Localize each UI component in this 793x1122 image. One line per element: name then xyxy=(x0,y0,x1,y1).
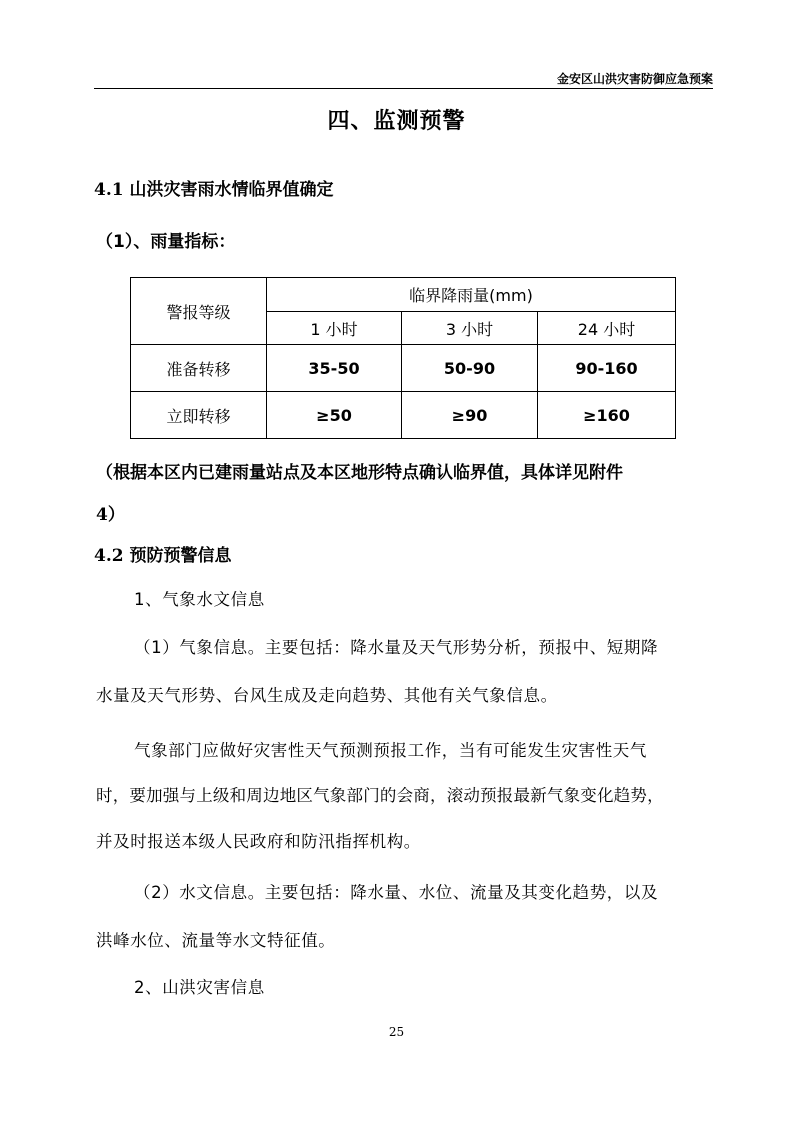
table-header-duration: 3 小时 xyxy=(402,312,538,345)
paragraph-line: （1）气象信息。主要包括：降水量及天气形势分析，预报中、短期降 xyxy=(134,638,659,657)
paragraph-line: 时，要加强与上级和周边地区气象部门的会商，滚动预报最新气象变化趋势， xyxy=(96,786,664,805)
chapter-title: 四、监测预警 xyxy=(327,109,466,134)
table-header-duration: 24 小时 xyxy=(538,312,676,345)
page-number: 25 xyxy=(388,1025,405,1039)
paragraph-line: 气象部门应做好灾害性天气预测预报工作，当有可能发生灾害性天气 xyxy=(134,741,647,760)
paragraph-line: 水量及天气形势、台风生成及走向趋势、其他有关气象信息。 xyxy=(96,686,558,705)
table-cell-value: ≥50 xyxy=(267,392,402,439)
list-item: 1、气象水文信息 xyxy=(134,590,265,609)
table-cell-level: 立即转移 xyxy=(131,392,267,439)
table-cell-value: ≥160 xyxy=(538,392,676,439)
section-4-2-title: 预防预警信息 xyxy=(129,546,232,566)
paragraph-line: 并及时报送本级人民政府和防汛指挥机构。 xyxy=(96,832,421,851)
section-4-1-number: 4.1 xyxy=(94,180,124,200)
table-header-row xyxy=(131,278,676,312)
section-4-1-heading xyxy=(94,175,334,200)
table-header-level: 警报等级 xyxy=(131,278,267,345)
running-header: 金安区山洪灾害防御应急预案 xyxy=(556,72,713,86)
table-row xyxy=(131,345,676,392)
table-header-duration: 1 小时 xyxy=(267,312,402,345)
table-header-threshold: 临界降雨量(mm) xyxy=(267,278,676,312)
header-rule xyxy=(94,88,713,89)
section-4-2-number: 4.2 xyxy=(94,546,124,566)
table-cell-value: 50-90 xyxy=(402,345,538,392)
section-4-2-heading xyxy=(94,541,232,566)
table-note-line: 4） xyxy=(96,505,125,525)
table-cell-level: 准备转移 xyxy=(131,345,267,392)
table-row xyxy=(131,392,676,439)
paragraph-line: 洪峰水位、流量等水文特征值。 xyxy=(96,931,336,950)
rainfall-indicator-subheading: （1）、雨量指标： xyxy=(96,232,236,252)
paragraph-line: （2）水文信息。主要包括：降水量、水位、流量及其变化趋势，以及 xyxy=(134,883,659,902)
table-cell-value: 35-50 xyxy=(267,345,402,392)
rainfall-threshold-table xyxy=(130,277,676,439)
table-cell-value: 90-160 xyxy=(538,345,676,392)
table-note-line: （根据本区内已建雨量站点及本区地形特点确认临界值，具体详见附件 xyxy=(96,463,623,483)
section-4-1-title: 山洪灾害雨水情临界值确定 xyxy=(129,180,334,200)
table-cell-value: ≥90 xyxy=(402,392,538,439)
list-item: 2、山洪灾害信息 xyxy=(134,978,265,997)
